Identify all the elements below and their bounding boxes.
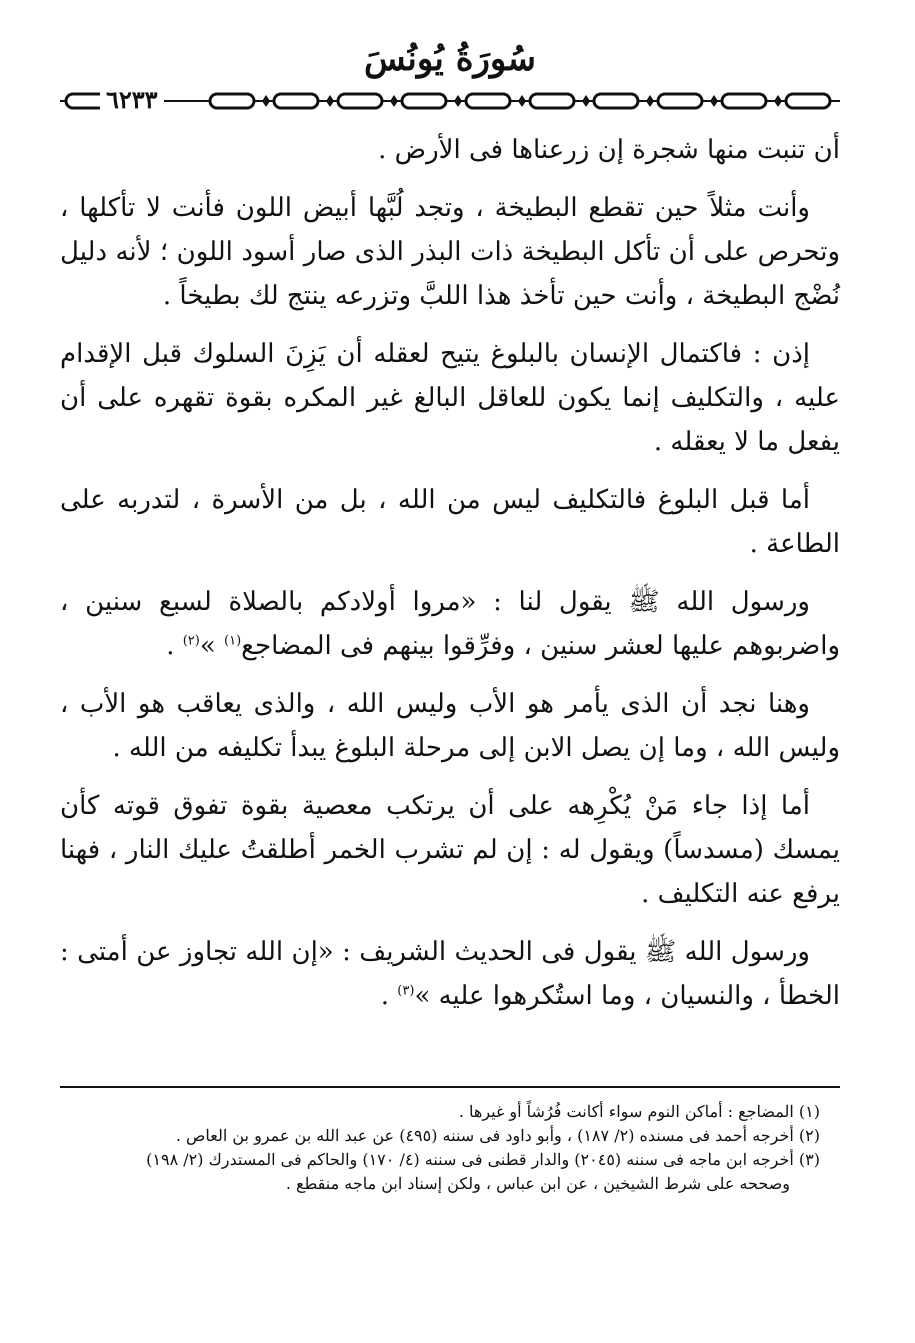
footnote-divider (60, 1086, 840, 1088)
surah-title: سُورَةُ يُونُسَ (364, 39, 536, 79)
footnote-ref-3: (٣) (397, 983, 415, 999)
paragraph-8 (60, 930, 840, 1018)
paragraph-2: وأنت مثلاً حين تقطع البطيخة ، وتجد لُبَّها أبيض اللون فأنت لا تأكلها ، وتحرص على أن تأكل البطيخة ذات البذر الذى صار أسود اللون ؛ لأنه دليل نُضْج البطيخة ، وأنت حين تأخذ هذا اللبَّ وتزرعه ينتج لك بطيخاً . (60, 193, 840, 311)
header-ornament-band (60, 85, 840, 114)
paragraph-5-end: . (166, 631, 183, 661)
paragraph-5 (60, 580, 840, 668)
paragraph-8-end: . (380, 981, 398, 1011)
footnote-ref-1: (١) (224, 633, 242, 649)
footnote-3: (٣) أخرجه ابن ماجه فى سننه (٢٠٤٥) والدار قطنى فى سننه (٤/ ١٧٠) والحاكم فى المستدرك (٢/ ١٩٨) (146, 1150, 820, 1169)
paragraph-5-quote-close: » (199, 631, 225, 661)
paragraph-6: وهنا نجد أن الذى يأمر هو الأب وليس الله ، والذى يعاقب هو الأب ، وليس الله ، وما إن يصل الابن إلى مرحلة البلوغ يبدأ تكليفه من الله . (60, 689, 840, 763)
footnote-2: (٢) أخرجه أحمد فى مسنده (٢/ ١٨٧) ، وأبو داود فى سننه (٤٩٥) عن عبد الله بن عمرو بن العاص . (175, 1126, 820, 1145)
paragraph-5-text: ورسول الله ﷺ يقول لنا : «مروا أولادكم بالصلاة لسبع سنين ، واضربوهم عليها لعشر سنين ، وفرِّقوا بينهم فى المضاجع (60, 587, 840, 661)
footnotes (60, 1100, 820, 1196)
paragraph-8-text: ورسول الله ﷺ يقول فى الحديث الشريف : «إن الله تجاوز عن أمتى : الخطأ ، والنسيان ، وما استُكرهوا عليه » (60, 937, 840, 1011)
paragraph-7: أما إذا جاء مَنْ يُكْرِهه على أن يرتكب معصية بقوة تفوق قوته كأن يمسك (مسدساً) ويقول له : إن لم تشرب الخمر أطلقتُ عليك النار ، فهنا يرفع عنه التكليف . (60, 791, 840, 909)
page-number: ٦٢٣٣ (100, 85, 164, 115)
paragraph-1: أن تنبت منها شجرة إن زرعناها فى الأرض . (378, 135, 840, 165)
paragraph-3: إذن : فاكتمال الإنسان بالبلوغ يتيح لعقله أن يَزِنَ السلوك قبل الإقدام عليه ، والتكليف إنما يكون للعاقل البالغ غير المكره بقوة تقهره على أن يفعل ما لا يعقله . (60, 339, 840, 457)
footnote-ref-2: (٢) (182, 633, 200, 649)
page-body (60, 128, 840, 1018)
footnote-1: (١) المضاجع : أماكن النوم سواء أكانت فُرُشاً أو غيرها . (458, 1102, 820, 1121)
ornament-chain-icon (60, 88, 840, 114)
footnote-3-continued: وصححه على شرط الشيخين ، عن ابن عباس ، ولكن إسناد ابن ماجه منقطع . (285, 1174, 790, 1193)
paragraph-4: أما قبل البلوغ فالتكليف ليس من الله ، بل من الأسرة ، لتدربه على الطاعة . (60, 485, 840, 559)
page (60, 30, 840, 1032)
